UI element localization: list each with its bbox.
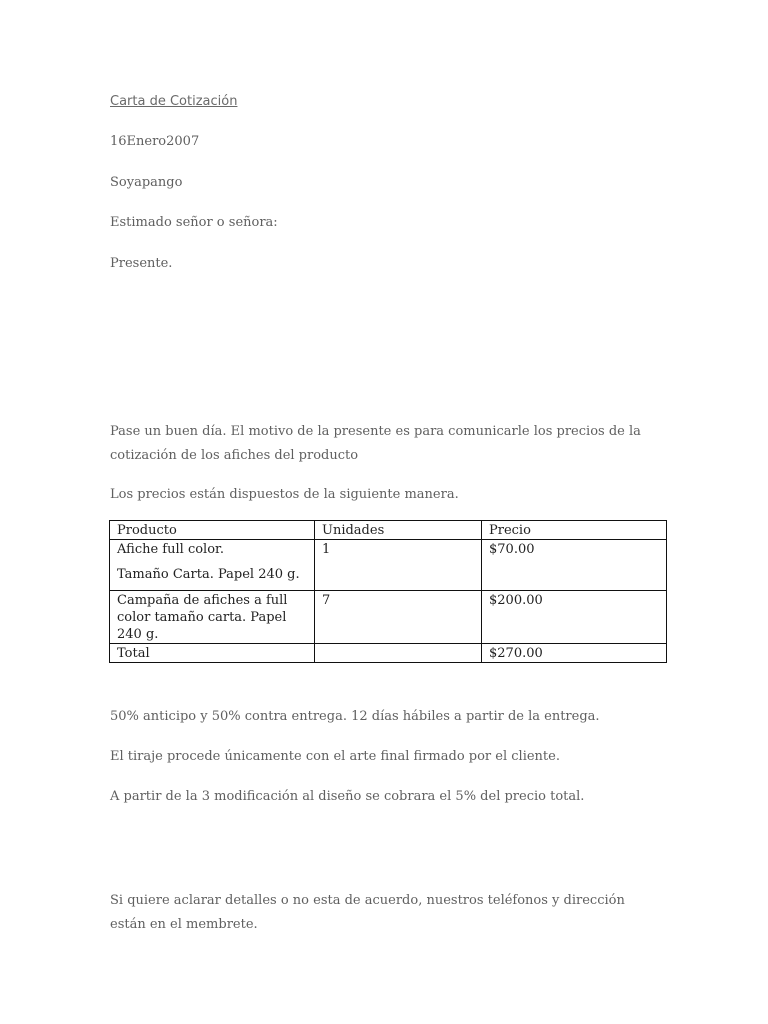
product-line: Afiche full color. — [117, 542, 224, 557]
intro-paragraph: Pase un buen día. El motivo de la presente es para comunicarle los precios de la cotización de los afiches del producto — [110, 424, 641, 463]
modification-note: A partir de la 3 modificación al diseño se cobrara el 5% del precio total. — [110, 789, 585, 804]
total-label: Total — [110, 644, 315, 663]
total-price: $270.00 — [482, 644, 667, 663]
letter-greeting: Estimado señor o señora: — [110, 215, 278, 230]
closing-paragraph: Si quiere aclarar detalles o no esta de acuerdo, nuestros teléfonos y dirección están en el membrete. — [110, 893, 625, 932]
letter-title: Carta de Cotización — [110, 94, 238, 109]
table-header-row — [110, 521, 667, 540]
header-unidades: Unidades — [315, 521, 482, 540]
payment-terms: 50% anticipo y 50% contra entrega. 12 días hábiles a partir de la entrega. — [110, 709, 600, 724]
prices-intro: Los precios están dispuestos de la siguiente manera. — [110, 487, 459, 502]
table-row — [110, 540, 667, 591]
product-line: Tamaño Carta. Papel 240 g. — [117, 567, 300, 582]
letter-presente: Presente. — [110, 256, 173, 271]
price-cell: $200.00 — [482, 591, 667, 644]
product-cell: Campaña de afiches a full color tamaño carta. Papel 240 g. — [110, 591, 315, 644]
quote-table — [109, 520, 667, 663]
units-cell: 1 — [315, 540, 482, 591]
letter-place: Soyapango — [110, 175, 183, 190]
header-producto: Producto — [110, 521, 315, 540]
print-note: El tiraje procede únicamente con el arte final firmado por el cliente. — [110, 749, 560, 764]
letter-date: 16Enero2007 — [110, 134, 200, 149]
table-total-row — [110, 644, 667, 663]
product-cell — [110, 540, 315, 591]
total-units — [315, 644, 482, 663]
table-row — [110, 591, 667, 644]
units-cell: 7 — [315, 591, 482, 644]
header-precio: Precio — [482, 521, 667, 540]
price-cell: $70.00 — [482, 540, 667, 591]
